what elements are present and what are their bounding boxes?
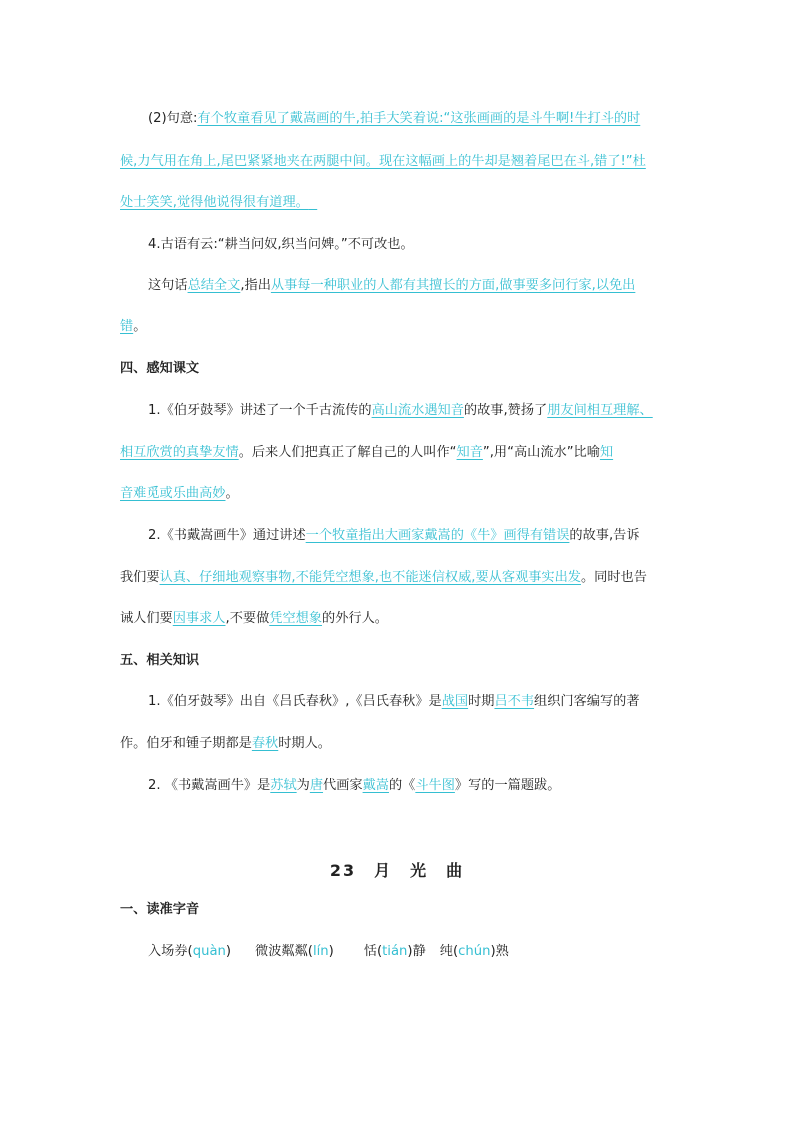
answer-blank-tail bbox=[309, 195, 317, 210]
static-text: 的外行人。 bbox=[322, 611, 388, 626]
static-text: ,不要做 bbox=[225, 611, 270, 626]
answer-text: 凭空想象 bbox=[269, 611, 323, 626]
static-text: 的故事,赞扬了 bbox=[463, 403, 548, 418]
static-text: 。 bbox=[225, 486, 239, 501]
static-text: ”,用“高山流水”比喻 bbox=[482, 445, 600, 460]
proverb-explain-line-1 bbox=[148, 276, 682, 296]
static-text: 代画家 bbox=[323, 778, 363, 793]
s4-item1-line-3 bbox=[120, 484, 682, 504]
answer-text: 候,力气用在角上,尾巴紧紧地夹在两腿中间。现在这幅画上的牛却是翘着尾巴在斗,错了!”杜 bbox=[120, 154, 646, 169]
question-text: 4.古语有云:“耕当问奴,织当问婢。”不可改也。 bbox=[148, 237, 414, 252]
pinyin-row bbox=[148, 942, 682, 962]
proverb-line bbox=[148, 235, 682, 255]
static-text: 2.《书戴嵩画牛》通过讲述 bbox=[148, 528, 306, 543]
s5-item1-line-1 bbox=[148, 692, 682, 712]
answer-text: 总结全文 bbox=[187, 278, 241, 293]
answer-text: 有个牧童看见了戴嵩画的牛,拍手大笑着说:“这张画画的是斗牛啊!牛打斗的时 bbox=[197, 111, 641, 126]
static-text: 时期 bbox=[468, 694, 495, 709]
static-text: 1.《伯牙鼓琴》讲述了一个千古流传的 bbox=[148, 403, 372, 418]
static-text: 1.《伯牙鼓琴》出自《吕氏春秋》,《吕氏春秋》是 bbox=[148, 694, 442, 709]
s5-item2-line-1 bbox=[148, 776, 682, 796]
answer-text: 因事求人 bbox=[172, 611, 226, 626]
static-text: 的故事,告诉 bbox=[569, 528, 640, 543]
pinyin-item: 微波粼粼(lín) bbox=[255, 944, 334, 959]
translation-line-2 bbox=[120, 152, 682, 172]
answer-text: 音难觅或乐曲高妙 bbox=[120, 486, 226, 501]
s4-item2-line-1 bbox=[148, 526, 682, 546]
static-text: 的《 bbox=[388, 778, 416, 793]
static-text: 诫人们要 bbox=[120, 611, 173, 626]
static-text: 这句话 bbox=[148, 278, 188, 293]
static-text: 我们要 bbox=[120, 570, 160, 585]
section-heading-5: 五、相关知识 bbox=[120, 653, 200, 668]
answer-text: 处士笑笑,觉得他说得很有道理。 bbox=[120, 195, 309, 210]
answer-text: 战国 bbox=[441, 694, 469, 709]
s4-item2-line-3 bbox=[120, 609, 682, 629]
answer-text: 认真、仔细地观察事物,不能凭空想象,也不能迷信权威,要从客观事实出发 bbox=[159, 570, 581, 585]
answer-text: 朋友间相互理解、 bbox=[547, 403, 653, 418]
static-text: 作。伯牙和锺子期都是 bbox=[120, 736, 252, 751]
answer-text: 戴嵩 bbox=[362, 778, 389, 793]
answer-text: 春秋 bbox=[251, 736, 279, 751]
section-heading-4: 四、感知课文 bbox=[120, 361, 200, 376]
pinyin-item: 恬(tián)静 bbox=[363, 944, 426, 959]
proverb-explain-line-2 bbox=[120, 317, 682, 337]
pinyin-item: 纯(chún)熟 bbox=[439, 944, 509, 959]
static-text: 2. 《书戴嵩画牛》是 bbox=[148, 778, 271, 793]
static-text: 。后来人们把真正了解自己的人叫作“ bbox=[238, 445, 457, 460]
answer-text: 从事每一种职业的人都有其擅长的方面,做事要多问行家,以免出 bbox=[270, 278, 636, 293]
static-text: 组织门客编写的著 bbox=[534, 694, 640, 709]
static-text: 为 bbox=[296, 778, 310, 793]
s4-item2-line-2 bbox=[120, 568, 682, 588]
answer-text: 高山流水遇知音 bbox=[371, 403, 464, 418]
answer-text: 吕不韦 bbox=[494, 694, 535, 709]
static-text: 》写的一篇题跋。 bbox=[454, 778, 561, 793]
s4-item1-line-1 bbox=[148, 401, 682, 421]
answer-text: 一个牧童指出大画家戴嵩的《牛》画得有错误 bbox=[305, 528, 570, 543]
static-text: ,指出 bbox=[240, 278, 271, 293]
static-text: 。 bbox=[133, 319, 147, 334]
lesson-title: 23 月 光 曲 bbox=[329, 861, 465, 880]
static-text: 。同时也告 bbox=[580, 570, 647, 585]
answer-text: 相互欣赏的真挚友情 bbox=[120, 445, 239, 460]
answer-text: 斗牛图 bbox=[415, 778, 455, 793]
section-heading-1: 一、读准字音 bbox=[120, 902, 200, 917]
answer-text: 唐 bbox=[309, 778, 324, 793]
s4-item1-line-2 bbox=[120, 443, 682, 463]
static-text: 时期人。 bbox=[278, 736, 331, 751]
translation-line-3 bbox=[120, 193, 682, 213]
translation-line-1 bbox=[148, 109, 682, 129]
item-prefix: (2)句意: bbox=[148, 111, 198, 126]
answer-text: 知音 bbox=[456, 445, 483, 460]
answer-text: 错 bbox=[120, 319, 134, 334]
pinyin-item: 入场券(quàn) bbox=[148, 944, 232, 959]
answer-text: 知 bbox=[599, 445, 614, 460]
answer-text: 苏轼 bbox=[270, 778, 297, 793]
s5-item1-line-2 bbox=[120, 734, 682, 754]
